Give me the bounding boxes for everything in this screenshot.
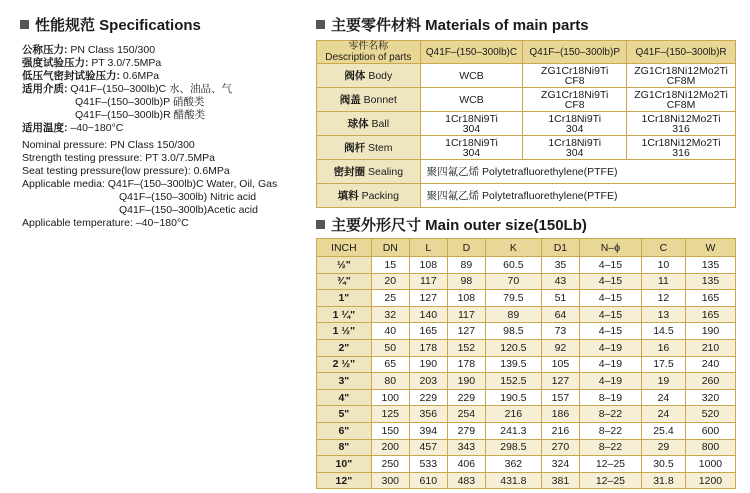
inch-cell: 1" bbox=[317, 290, 372, 307]
table-cell: 13 bbox=[641, 306, 685, 323]
table-cell: 533 bbox=[409, 456, 447, 473]
table-row bbox=[317, 136, 736, 160]
inch-cell: ½" bbox=[317, 257, 372, 274]
table-row bbox=[317, 88, 736, 112]
table-cell: 356 bbox=[409, 406, 447, 423]
table-cell: 4–15 bbox=[579, 290, 641, 307]
spec-line: Applicable media: Q41F–(150–300lb)C Water, Oil, Gas bbox=[22, 178, 278, 190]
table-cell: 610 bbox=[409, 472, 447, 489]
table-cell: 216 bbox=[485, 406, 541, 423]
header-col: Q41F–(150–300lb)C bbox=[420, 41, 523, 64]
table-row bbox=[317, 184, 736, 208]
cell: WCB bbox=[420, 64, 523, 88]
cell: 1Cr18Ni9Ti 304 bbox=[523, 112, 627, 136]
table-cell: 240 bbox=[685, 356, 735, 373]
table-cell: 12 bbox=[641, 290, 685, 307]
table-row bbox=[317, 257, 736, 274]
table-cell: 89 bbox=[485, 306, 541, 323]
table-row bbox=[317, 472, 736, 489]
spec-line: 适用温度: –40~180°C bbox=[22, 122, 124, 134]
table-cell: 120.5 bbox=[485, 339, 541, 356]
table-cell: 152 bbox=[447, 339, 485, 356]
table-cell: 4–15 bbox=[579, 257, 641, 274]
table-cell: 178 bbox=[409, 339, 447, 356]
table-header-row bbox=[317, 239, 736, 257]
table-cell: 139.5 bbox=[485, 356, 541, 373]
table-cell: 165 bbox=[685, 306, 735, 323]
square-bullet-icon bbox=[20, 20, 29, 29]
table-row bbox=[317, 64, 736, 88]
table-header-row bbox=[317, 41, 736, 64]
table-cell: 229 bbox=[409, 389, 447, 406]
table-cell: 10 bbox=[641, 257, 685, 274]
table-cell: 30.5 bbox=[641, 456, 685, 473]
table-cell: 32 bbox=[371, 306, 409, 323]
table-cell: 800 bbox=[685, 439, 735, 456]
table-cell: 431.8 bbox=[485, 472, 541, 489]
table-row bbox=[317, 356, 736, 373]
table-cell: 12–25 bbox=[579, 456, 641, 473]
table-cell: 17.5 bbox=[641, 356, 685, 373]
spec-line: 强度试验压力: PT 3.0/7.5MPa bbox=[22, 57, 162, 69]
table-row bbox=[317, 160, 736, 184]
table-cell: 65 bbox=[371, 356, 409, 373]
part-label: 阀盖 Bonnet bbox=[317, 88, 421, 112]
inch-cell: 1 ½" bbox=[317, 323, 372, 340]
table-cell: 152.5 bbox=[485, 373, 541, 390]
spec-line: 低压气密封试验压力: 0.6MPa bbox=[22, 70, 160, 82]
cell: 1Cr18Ni9Ti 304 bbox=[523, 136, 627, 160]
table-cell: 279 bbox=[447, 422, 485, 439]
cell: ZG1Cr18Ni9Ti CF8 bbox=[523, 88, 627, 112]
table-cell: 178 bbox=[447, 356, 485, 373]
header-cell: W bbox=[685, 239, 735, 257]
header-cell: INCH bbox=[317, 239, 372, 257]
table-row bbox=[317, 306, 736, 323]
table-cell: 457 bbox=[409, 439, 447, 456]
table-cell: 4–15 bbox=[579, 273, 641, 290]
table-cell: 8–22 bbox=[579, 406, 641, 423]
table-cell: 79.5 bbox=[485, 290, 541, 307]
dimensions-table bbox=[316, 238, 736, 489]
table-cell: 98 bbox=[447, 273, 485, 290]
header-description: 零件名称 Description of parts bbox=[317, 41, 421, 64]
table-cell: 11 bbox=[641, 273, 685, 290]
table-cell: 24 bbox=[641, 406, 685, 423]
table-cell: 60.5 bbox=[485, 257, 541, 274]
spec-line: Seat testing pressure(low pressure): 0.6MPa bbox=[22, 165, 230, 177]
spec-line: Q41F–(150–300lb)Acetic acid bbox=[119, 204, 258, 216]
table-row bbox=[317, 389, 736, 406]
table-cell: 14.5 bbox=[641, 323, 685, 340]
table-cell: 1000 bbox=[685, 456, 735, 473]
table-cell: 25.4 bbox=[641, 422, 685, 439]
table-cell: 127 bbox=[409, 290, 447, 307]
table-cell: 64 bbox=[541, 306, 579, 323]
header-cell: L bbox=[409, 239, 447, 257]
table-cell: 8–22 bbox=[579, 422, 641, 439]
table-cell: 43 bbox=[541, 273, 579, 290]
inch-cell: 10" bbox=[317, 456, 372, 473]
table-cell: 8–19 bbox=[579, 389, 641, 406]
inch-cell: 1 ¼" bbox=[317, 306, 372, 323]
table-cell: 25 bbox=[371, 290, 409, 307]
dimensions-title: 主要外形尺寸 Main outer size(150Lb) bbox=[316, 214, 587, 235]
table-cell: 89 bbox=[447, 257, 485, 274]
table-cell: 105 bbox=[541, 356, 579, 373]
part-label: 密封圈 Sealing bbox=[317, 160, 421, 184]
table-cell: 108 bbox=[409, 257, 447, 274]
table-cell: 24 bbox=[641, 389, 685, 406]
inch-cell: 2 ½" bbox=[317, 356, 372, 373]
table-row bbox=[317, 273, 736, 290]
table-cell: 70 bbox=[485, 273, 541, 290]
table-cell: 80 bbox=[371, 373, 409, 390]
spec-line: Q41F–(150–300lb)R 醋酸类 bbox=[75, 109, 206, 121]
table-cell: 16 bbox=[641, 339, 685, 356]
spec-line: Q41F–(150–300lb) Nitric acid bbox=[119, 191, 257, 203]
spec-line: 适用介质: Q41F–(150–300lb)C 水、油品、气 bbox=[22, 83, 233, 95]
table-cell: 135 bbox=[685, 273, 735, 290]
table-cell: 241.3 bbox=[485, 422, 541, 439]
table-row bbox=[317, 112, 736, 136]
header-cell: D bbox=[447, 239, 485, 257]
spec-line: Applicable temperature: –40~180°C bbox=[22, 217, 189, 229]
table-cell: 125 bbox=[371, 406, 409, 423]
materials-table bbox=[316, 40, 736, 208]
table-cell: 117 bbox=[409, 273, 447, 290]
table-cell: 4–15 bbox=[579, 306, 641, 323]
table-cell: 117 bbox=[447, 306, 485, 323]
table-cell: 165 bbox=[409, 323, 447, 340]
table-cell: 190 bbox=[447, 373, 485, 390]
table-row bbox=[317, 422, 736, 439]
spec-line: Q41F–(150–300lb)P 硝酸类 bbox=[75, 96, 205, 108]
table-cell: 12–25 bbox=[579, 472, 641, 489]
header-cell: N–ϕ bbox=[579, 239, 641, 257]
table-cell: 186 bbox=[541, 406, 579, 423]
spec-line: 公称压力: PN Class 150/300 bbox=[22, 44, 156, 56]
table-cell: 190 bbox=[409, 356, 447, 373]
table-cell: 300 bbox=[371, 472, 409, 489]
table-cell: 229 bbox=[447, 389, 485, 406]
table-row bbox=[317, 439, 736, 456]
cell: 1Cr18Ni9Ti 304 bbox=[420, 136, 523, 160]
cell: ZG1Cr18Ni9Ti CF8 bbox=[523, 64, 627, 88]
table-cell: 127 bbox=[541, 373, 579, 390]
table-cell: 20 bbox=[371, 273, 409, 290]
table-cell: 483 bbox=[447, 472, 485, 489]
table-cell: 298.5 bbox=[485, 439, 541, 456]
spec-line: Nominal pressure: PN Class 150/300 bbox=[22, 139, 195, 151]
table-cell: 362 bbox=[485, 456, 541, 473]
inch-cell: 6" bbox=[317, 422, 372, 439]
table-cell: 600 bbox=[685, 422, 735, 439]
table-cell: 140 bbox=[409, 306, 447, 323]
table-row bbox=[317, 406, 736, 423]
table-cell: 1200 bbox=[685, 472, 735, 489]
materials-title: 主要零件材料 Materials of main parts bbox=[316, 14, 589, 35]
inch-cell: 12" bbox=[317, 472, 372, 489]
square-bullet-icon bbox=[316, 20, 325, 29]
table-cell: 394 bbox=[409, 422, 447, 439]
table-cell: 203 bbox=[409, 373, 447, 390]
cell: 聚四氟乙烯 Polytetrafluorethylene(PTFE) bbox=[420, 184, 735, 208]
table-cell: 35 bbox=[541, 257, 579, 274]
table-row bbox=[317, 373, 736, 390]
table-cell: 150 bbox=[371, 422, 409, 439]
header-cell: DN bbox=[371, 239, 409, 257]
table-cell: 343 bbox=[447, 439, 485, 456]
header-cell: K bbox=[485, 239, 541, 257]
part-label: 填料 Packing bbox=[317, 184, 421, 208]
cell: ZG1Cr18Ni12Mo2Ti CF8M bbox=[627, 64, 736, 88]
cell: 1Cr18Ni12Mo2Ti 316 bbox=[627, 112, 736, 136]
table-cell: 254 bbox=[447, 406, 485, 423]
table-cell: 260 bbox=[685, 373, 735, 390]
table-cell: 29 bbox=[641, 439, 685, 456]
table-cell: 50 bbox=[371, 339, 409, 356]
cell: ZG1Cr18Ni12Mo2Ti CF8M bbox=[627, 88, 736, 112]
table-cell: 19 bbox=[641, 373, 685, 390]
part-label: 阀杆 Stem bbox=[317, 136, 421, 160]
part-label: 阀体 Body bbox=[317, 64, 421, 88]
table-cell: 4–19 bbox=[579, 356, 641, 373]
header-col: Q41F–(150–300lb)P bbox=[523, 41, 627, 64]
table-cell: 15 bbox=[371, 257, 409, 274]
cell: WCB bbox=[420, 88, 523, 112]
table-cell: 108 bbox=[447, 290, 485, 307]
square-bullet-icon bbox=[316, 220, 325, 229]
table-row bbox=[317, 339, 736, 356]
table-cell: 8–22 bbox=[579, 439, 641, 456]
table-cell: 31.8 bbox=[641, 472, 685, 489]
header-cell: C bbox=[641, 239, 685, 257]
table-cell: 200 bbox=[371, 439, 409, 456]
specifications-title: 性能规范 Specifications bbox=[20, 14, 201, 35]
table-cell: 40 bbox=[371, 323, 409, 340]
table-cell: 270 bbox=[541, 439, 579, 456]
table-cell: 520 bbox=[685, 406, 735, 423]
cell: 1Cr18Ni9Ti 304 bbox=[420, 112, 523, 136]
cell: 聚四氟乙烯 Polytetrafluorethylene(PTFE) bbox=[420, 160, 735, 184]
table-cell: 210 bbox=[685, 339, 735, 356]
table-cell: 127 bbox=[447, 323, 485, 340]
inch-cell: 3" bbox=[317, 373, 372, 390]
table-row bbox=[317, 290, 736, 307]
specifications-block bbox=[22, 44, 277, 230]
table-cell: 216 bbox=[541, 422, 579, 439]
table-cell: 165 bbox=[685, 290, 735, 307]
table-cell: 4–15 bbox=[579, 323, 641, 340]
header-cell: D1 bbox=[541, 239, 579, 257]
table-cell: 100 bbox=[371, 389, 409, 406]
table-cell: 324 bbox=[541, 456, 579, 473]
table-cell: 98.5 bbox=[485, 323, 541, 340]
table-cell: 135 bbox=[685, 257, 735, 274]
inch-cell: 2" bbox=[317, 339, 372, 356]
table-cell: 51 bbox=[541, 290, 579, 307]
part-label: 球体 Ball bbox=[317, 112, 421, 136]
cell: 1Cr18Ni12Mo2Ti 316 bbox=[627, 136, 736, 160]
table-cell: 381 bbox=[541, 472, 579, 489]
table-cell: 406 bbox=[447, 456, 485, 473]
inch-cell: ¾" bbox=[317, 273, 372, 290]
header-col: Q41F–(150–300lb)R bbox=[627, 41, 736, 64]
table-cell: 250 bbox=[371, 456, 409, 473]
inch-cell: 4" bbox=[317, 389, 372, 406]
table-row bbox=[317, 456, 736, 473]
table-cell: 92 bbox=[541, 339, 579, 356]
table-row bbox=[317, 323, 736, 340]
table-cell: 157 bbox=[541, 389, 579, 406]
table-cell: 190.5 bbox=[485, 389, 541, 406]
inch-cell: 8" bbox=[317, 439, 372, 456]
table-cell: 320 bbox=[685, 389, 735, 406]
table-cell: 4–19 bbox=[579, 373, 641, 390]
spec-line: Strength testing pressure: PT 3.0/7.5MPa bbox=[22, 152, 215, 164]
table-cell: 190 bbox=[685, 323, 735, 340]
inch-cell: 5" bbox=[317, 406, 372, 423]
table-cell: 73 bbox=[541, 323, 579, 340]
table-cell: 4–19 bbox=[579, 339, 641, 356]
